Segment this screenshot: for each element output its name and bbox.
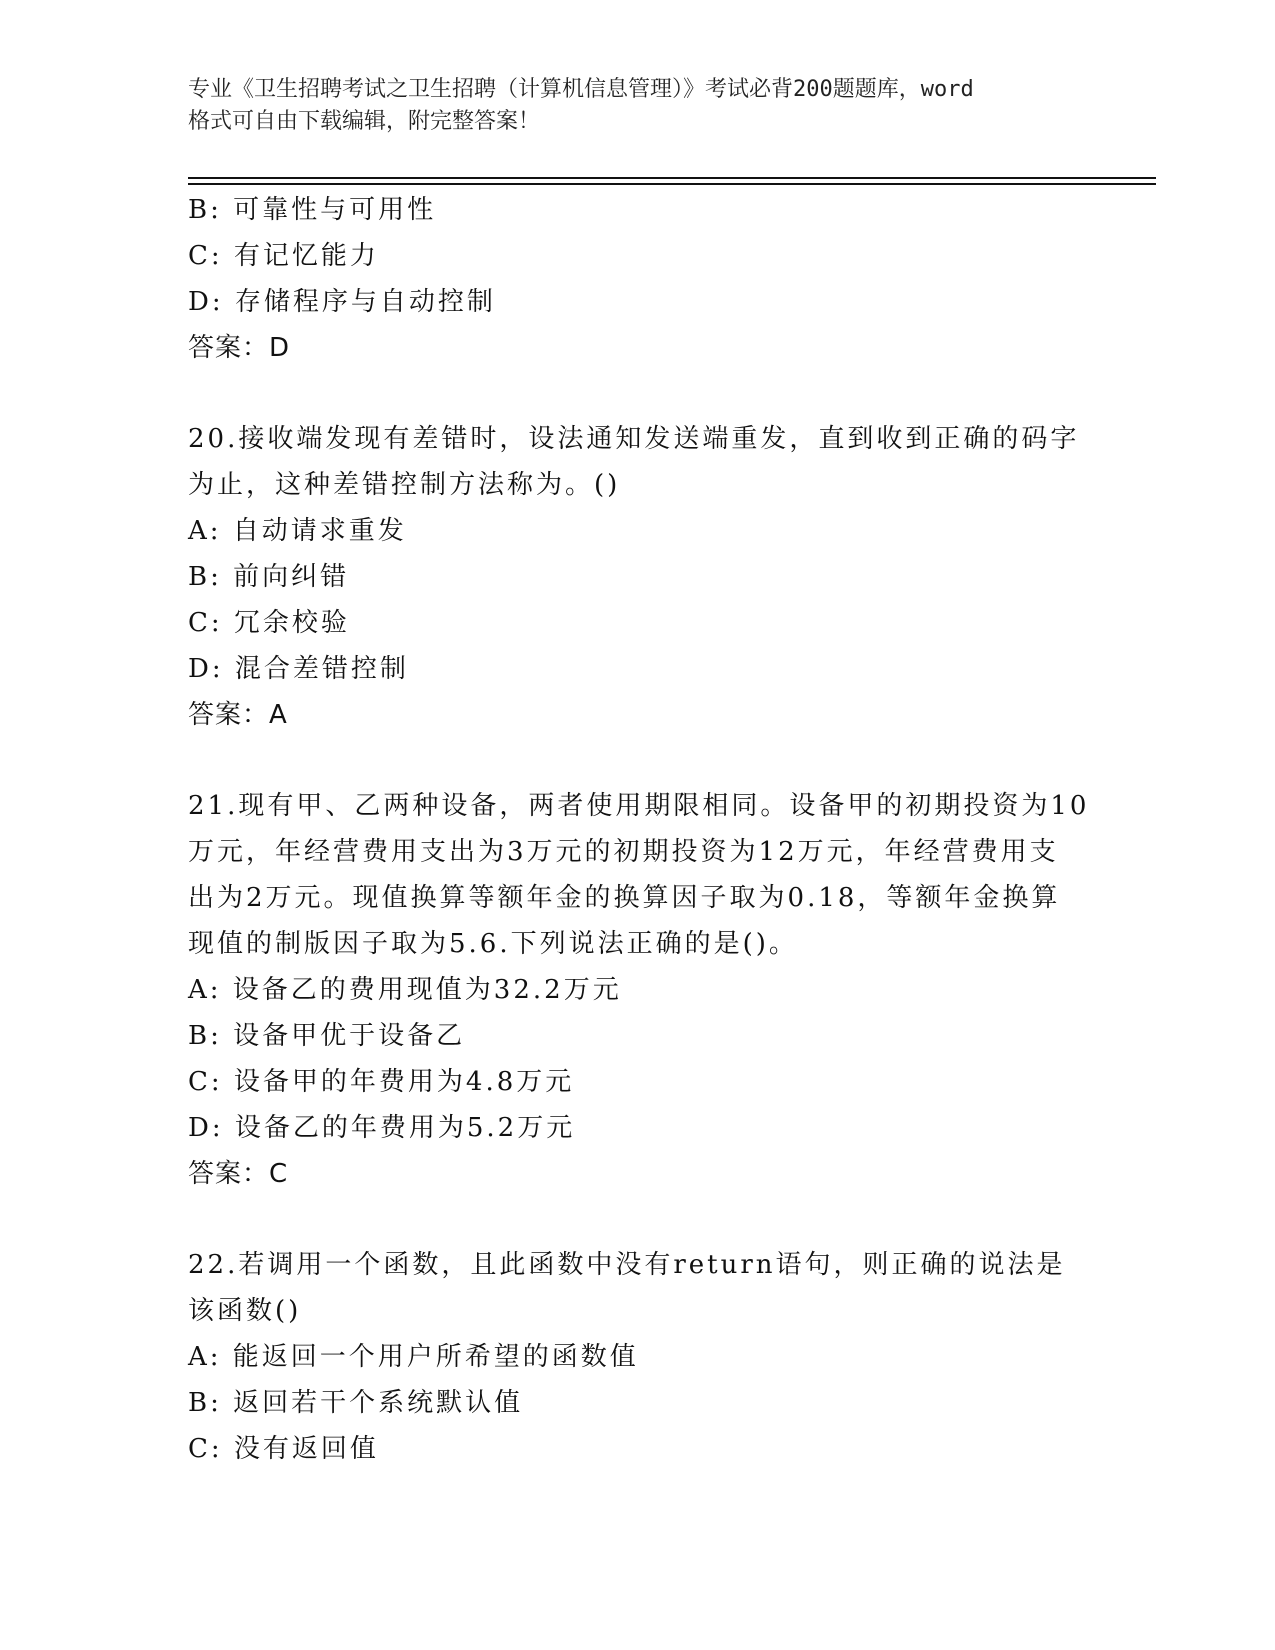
option-b: B: 前向纠错: [188, 562, 350, 592]
option-a: A: 能返回一个用户所希望的函数值: [188, 1342, 639, 1372]
question-19: [188, 187, 1088, 371]
option-a: A: 设备乙的费用现值为32.2万元: [188, 975, 622, 1005]
question-text-line: 20.接收端发现有差错时，设法通知发送端重发，直到收到正确的码字: [188, 424, 1080, 454]
spacer: [188, 738, 1088, 783]
option-c: C: 没有返回值: [188, 1434, 379, 1464]
question-20: [188, 416, 1088, 738]
document-header: [188, 74, 1088, 138]
question-text-line: 该函数(): [188, 1296, 302, 1326]
option-c: C: 设备甲的年费用为4.8万元: [188, 1067, 575, 1097]
question-text-line: 现值的制版因子取为5.6.下列说法正确的是()。: [188, 929, 798, 959]
question-text: [188, 1242, 1088, 1334]
question-text-line: 21.现有甲、乙两种设备，两者使用期限相同。设备甲的初期投资为10: [188, 791, 1090, 821]
answer: 答案：C: [188, 1159, 289, 1189]
option-c: C: 冗余校验: [188, 608, 350, 638]
option-b: B: 设备甲优于设备乙: [188, 1021, 466, 1051]
header-divider-top: [188, 177, 1156, 179]
spacer: [188, 1197, 1088, 1242]
question-21: [188, 783, 1088, 1197]
option-d: D: 混合差错控制: [188, 654, 409, 684]
option-a: A: 自动请求重发: [188, 516, 407, 546]
header-divider-bottom: [188, 183, 1156, 185]
option-b: B: 返回若干个系统默认值: [188, 1388, 524, 1418]
option-d: D: 设备乙的年费用为5.2万元: [188, 1113, 576, 1143]
question-text-line: 22.若调用一个函数，且此函数中没有return语句，则正确的说法是: [188, 1250, 1066, 1280]
option-b: B: 可靠性与可用性: [188, 195, 437, 225]
question-text-line: 万元，年经营费用支出为3万元的初期投资为12万元，年经营费用支: [188, 837, 1059, 867]
question-22: [188, 1242, 1088, 1472]
answer: 答案：A: [188, 700, 288, 730]
question-text: [188, 783, 1088, 967]
option-d: D: 存储程序与自动控制: [188, 287, 496, 317]
question-text-line: 出为2万元。现值换算等额年金的换算因子取为0.18，等额年金换算: [188, 883, 1061, 913]
question-list: [188, 187, 1088, 1472]
spacer: [188, 371, 1088, 416]
header-line-1: 专业《卫生招聘考试之卫生招聘（计算机信息管理）》考试必背200题题库，word: [188, 77, 974, 102]
question-text: [188, 416, 1088, 508]
header-line-2: 格式可自由下载编辑，附完整答案！: [188, 109, 541, 134]
answer: 答案：D: [188, 333, 291, 363]
question-text-line: 为止，这种差错控制方法称为。(): [188, 470, 621, 500]
option-c: C: 有记忆能力: [188, 241, 379, 271]
